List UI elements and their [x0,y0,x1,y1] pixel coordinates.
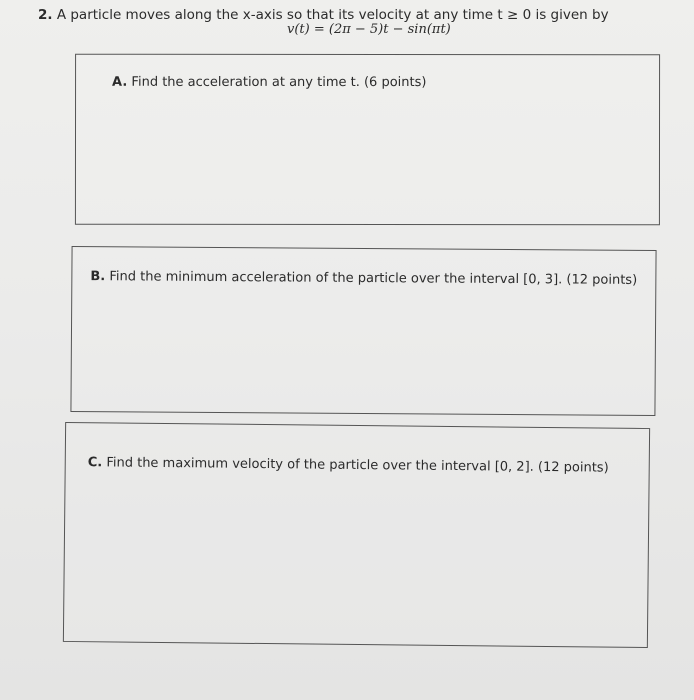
part-c-prompt [88,455,609,475]
answer-box-a[interactable] [75,54,660,226]
answer-box-b[interactable] [70,246,656,416]
question-number: 2. [38,7,53,23]
velocity-equation: v(t) = (2π − 5)t − sin(πt) [287,22,451,37]
part-c-text: Find the maximum velocity of the particle over the interval [0, 2]. (12 points) [106,455,609,476]
question-text: A particle moves along the x-axis so that its velocity at any time t ≥ 0 is given by [56,7,609,23]
part-a-text: Find the acceleration at any time t. (6 points) [131,74,427,91]
answer-box-c[interactable] [63,422,650,648]
part-a-prompt [112,75,426,90]
part-b-letter: B. [90,269,106,285]
part-b-text: Find the minimum acceleration of the particle over the interval [0, 3]. (12 points) [109,269,638,288]
part-b-prompt [90,269,637,288]
part-c-letter: C. [87,455,103,471]
part-a-letter: A. [112,74,128,90]
question-prompt [38,7,609,23]
